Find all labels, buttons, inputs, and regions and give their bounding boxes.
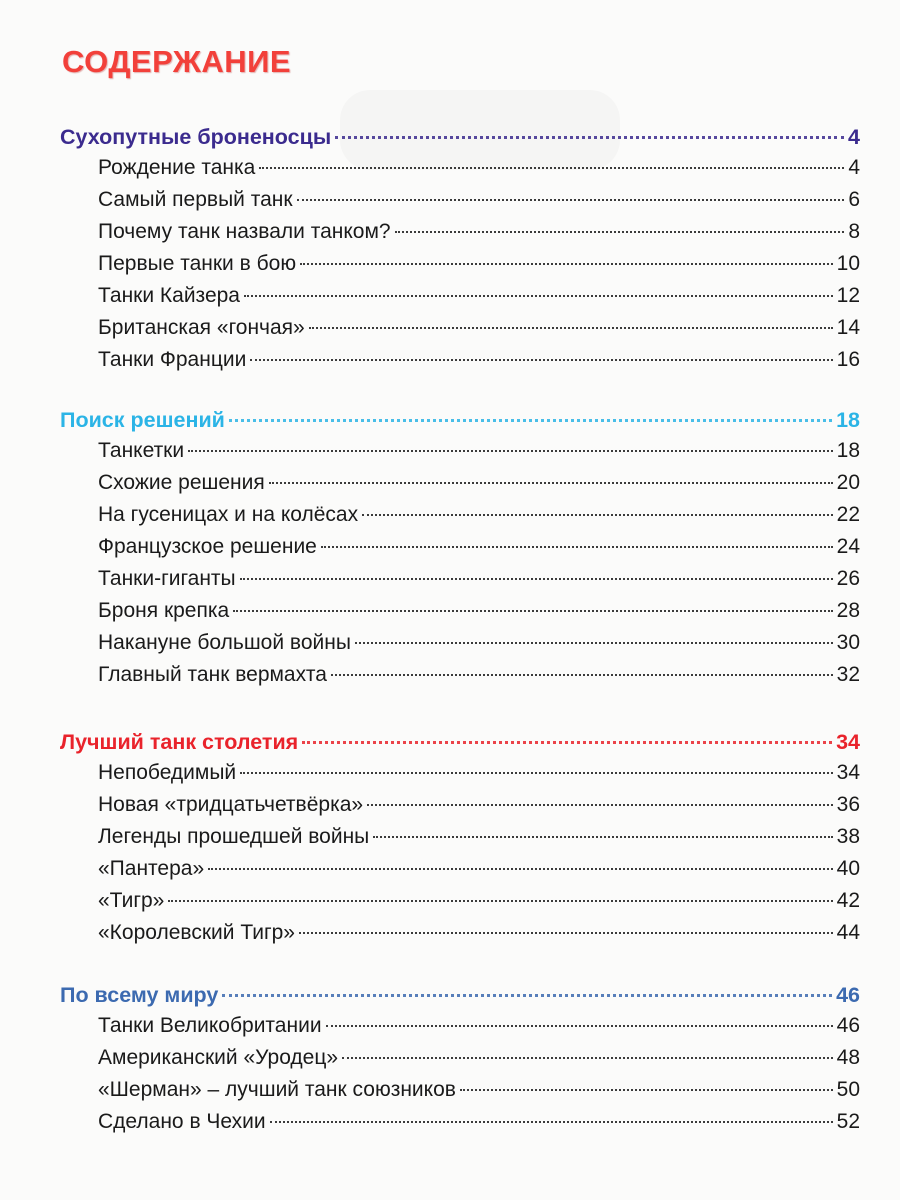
page-number: 14 bbox=[836, 316, 860, 339]
toc-entry[interactable] bbox=[60, 1010, 860, 1042]
entry-title: Непобедимый bbox=[98, 761, 237, 784]
entry-title: Танкетки bbox=[98, 439, 185, 462]
dot-leader bbox=[335, 136, 844, 139]
toc-entry[interactable] bbox=[60, 659, 860, 691]
dot-leader bbox=[297, 199, 845, 201]
dot-leader bbox=[302, 741, 832, 744]
page-title: СОДЕРЖАНИЕ bbox=[62, 44, 292, 79]
dot-leader bbox=[222, 994, 832, 997]
entry-title: Сделано в Чехии bbox=[98, 1110, 266, 1133]
page-number: 40 bbox=[836, 857, 860, 880]
entry-title: Танки Франции bbox=[98, 348, 247, 371]
page-number: 20 bbox=[836, 471, 860, 494]
page-number: 22 bbox=[836, 503, 860, 526]
page-number: 34 bbox=[836, 730, 860, 754]
toc-entry[interactable] bbox=[60, 885, 860, 917]
entry-title: Американский «Уродец» bbox=[98, 1046, 339, 1069]
page-number: 48 bbox=[836, 1046, 860, 1069]
entry-title: Британская «гончая» bbox=[98, 316, 305, 339]
entry-title: «Пантера» bbox=[98, 857, 205, 880]
dot-leader bbox=[326, 1025, 833, 1027]
toc-entry[interactable] bbox=[60, 595, 860, 627]
toc-entry[interactable] bbox=[60, 344, 860, 376]
page-number: 26 bbox=[836, 567, 860, 590]
page-number: 50 bbox=[836, 1078, 860, 1101]
page-number: 36 bbox=[836, 793, 860, 816]
entry-title: «Королевский Тигр» bbox=[98, 921, 295, 944]
dot-leader bbox=[244, 295, 833, 297]
section-heading[interactable] bbox=[60, 405, 860, 435]
toc-entry[interactable] bbox=[60, 853, 860, 885]
entry-title: Схожие решения bbox=[98, 471, 265, 494]
toc-entry[interactable] bbox=[60, 1042, 860, 1074]
toc-entry[interactable] bbox=[60, 627, 860, 659]
page-number: 12 bbox=[836, 284, 860, 307]
dot-leader bbox=[460, 1089, 833, 1091]
page-number: 46 bbox=[836, 1014, 860, 1037]
dot-leader bbox=[355, 642, 833, 644]
entry-title: Новая «тридцатьчетвёрка» bbox=[98, 793, 364, 816]
entry-title: Главный танк вермахта bbox=[98, 663, 327, 686]
section-heading[interactable] bbox=[60, 980, 860, 1010]
entry-title: Почему танк назвали танком? bbox=[98, 220, 391, 243]
toc-section bbox=[60, 405, 860, 691]
dot-leader bbox=[240, 578, 833, 580]
toc-entry[interactable] bbox=[60, 184, 860, 216]
entry-title: Самый первый танк bbox=[98, 188, 293, 211]
toc-entry[interactable] bbox=[60, 499, 860, 531]
dot-leader bbox=[321, 546, 833, 548]
dot-leader bbox=[269, 482, 833, 484]
entry-title: Поиск решений bbox=[60, 408, 225, 432]
dot-leader bbox=[300, 263, 833, 265]
entry-title: Броня крепка bbox=[98, 599, 230, 622]
dot-leader bbox=[362, 514, 833, 516]
toc-section bbox=[60, 727, 860, 949]
page-number: 46 bbox=[836, 983, 860, 1007]
toc-entry[interactable] bbox=[60, 435, 860, 467]
entry-title: Танки Великобритании bbox=[98, 1014, 322, 1037]
page-number: 4 bbox=[848, 156, 860, 179]
toc-entry[interactable] bbox=[60, 757, 860, 789]
page-number: 32 bbox=[836, 663, 860, 686]
page-number: 30 bbox=[836, 631, 860, 654]
dot-leader bbox=[342, 1057, 833, 1059]
entry-title: Легенды прошедшей войны bbox=[98, 825, 370, 848]
toc-entry[interactable] bbox=[60, 917, 860, 949]
page-number: 18 bbox=[836, 408, 860, 432]
page-number: 44 bbox=[836, 921, 860, 944]
dot-leader bbox=[188, 450, 833, 452]
toc-section bbox=[60, 122, 860, 376]
section-heading[interactable] bbox=[60, 727, 860, 757]
dot-leader bbox=[229, 419, 832, 422]
toc-entry[interactable] bbox=[60, 531, 860, 563]
dot-leader bbox=[309, 327, 833, 329]
toc-entry[interactable] bbox=[60, 216, 860, 248]
dot-leader bbox=[373, 836, 832, 838]
dot-leader bbox=[270, 1121, 833, 1123]
toc-entry[interactable] bbox=[60, 280, 860, 312]
page-number: 34 bbox=[836, 761, 860, 784]
dot-leader bbox=[367, 804, 833, 806]
entry-title: Накануне большой войны bbox=[98, 631, 351, 654]
entry-title: По всему миру bbox=[60, 983, 219, 1007]
page-number: 4 bbox=[848, 125, 860, 149]
page-number: 16 bbox=[836, 348, 860, 371]
dot-leader bbox=[395, 231, 845, 233]
page-number: 18 bbox=[836, 439, 860, 462]
page-number: 42 bbox=[836, 889, 860, 912]
toc-entry[interactable] bbox=[60, 789, 860, 821]
dot-leader bbox=[259, 167, 844, 169]
page-number: 10 bbox=[836, 252, 860, 275]
page-number: 52 bbox=[836, 1110, 860, 1133]
page-number: 38 bbox=[836, 825, 860, 848]
page-number: 6 bbox=[848, 188, 860, 211]
dot-leader bbox=[331, 674, 833, 676]
dot-leader bbox=[208, 868, 832, 870]
page-number: 28 bbox=[836, 599, 860, 622]
dot-leader bbox=[250, 359, 832, 361]
page-number: 24 bbox=[836, 535, 860, 558]
toc-entry[interactable] bbox=[60, 1074, 860, 1106]
toc-entry[interactable] bbox=[60, 563, 860, 595]
page-number: 8 bbox=[848, 220, 860, 243]
entry-title: На гусеницах и на колёсах bbox=[98, 503, 359, 526]
entry-title: Первые танки в бою bbox=[98, 252, 297, 275]
entry-title: Сухопутные броненосцы bbox=[60, 125, 332, 149]
entry-title: Танки Кайзера bbox=[98, 284, 240, 307]
dot-leader bbox=[168, 900, 832, 902]
entry-title: «Шерман» – лучший танк союзников bbox=[98, 1078, 456, 1101]
dot-leader bbox=[299, 932, 833, 934]
entry-title: Лучший танк столетия bbox=[60, 730, 299, 754]
section-heading[interactable] bbox=[60, 122, 860, 152]
entry-title: «Тигр» bbox=[98, 889, 165, 912]
toc-entry[interactable] bbox=[60, 821, 860, 853]
dot-leader bbox=[240, 772, 832, 774]
entry-title: Рождение танка bbox=[98, 156, 256, 179]
toc-entry[interactable] bbox=[60, 248, 860, 280]
toc-entry[interactable] bbox=[60, 1106, 860, 1138]
toc-entry[interactable] bbox=[60, 312, 860, 344]
toc-section bbox=[60, 980, 860, 1138]
toc-entry[interactable] bbox=[60, 467, 860, 499]
dot-leader bbox=[233, 610, 832, 612]
entry-title: Танки-гиганты bbox=[98, 567, 236, 590]
entry-title: Французское решение bbox=[98, 535, 317, 558]
toc-entry[interactable] bbox=[60, 152, 860, 184]
